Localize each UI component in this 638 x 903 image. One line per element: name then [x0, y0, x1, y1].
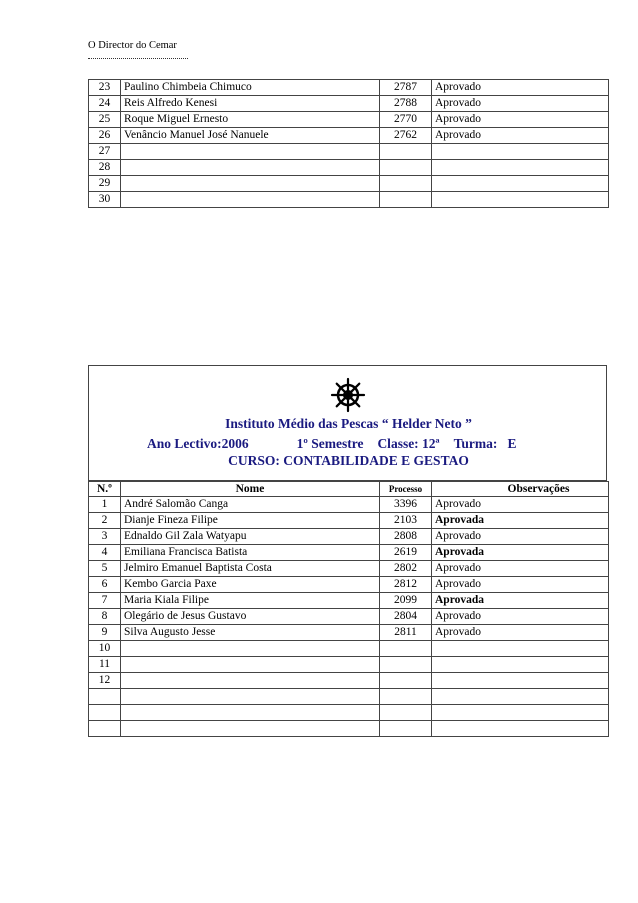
table-row — [89, 705, 609, 721]
processo-number — [380, 689, 432, 705]
row-number: 3 — [89, 529, 121, 545]
processo-number: 2103 — [380, 513, 432, 529]
processo-number: 2099 — [380, 593, 432, 609]
processo-number: 2788 — [380, 96, 432, 112]
student-name: Venâncio Manuel José Nanuele — [121, 128, 380, 144]
observation — [432, 673, 609, 689]
processo-number: 2762 — [380, 128, 432, 144]
table-row — [89, 80, 609, 96]
student-name — [121, 641, 380, 657]
observation: Aprovado — [432, 80, 609, 96]
row-number: 28 — [89, 160, 121, 176]
processo-number — [380, 641, 432, 657]
header-observacoes: Observações — [432, 482, 609, 497]
table-row — [89, 192, 609, 208]
student-name: Maria Kiala Filipe — [121, 593, 380, 609]
observation: Aprovado — [432, 128, 609, 144]
student-name: Olegário de Jesus Gustavo — [121, 609, 380, 625]
processo-number: 2787 — [380, 80, 432, 96]
table-row — [89, 689, 609, 705]
row-number: 12 — [89, 673, 121, 689]
observation: Aprovado — [432, 497, 609, 513]
student-name: Dianje Fineza Filipe — [121, 513, 380, 529]
table-row — [89, 112, 609, 128]
observation — [432, 144, 609, 160]
table-row — [89, 657, 609, 673]
table-row — [89, 144, 609, 160]
table-row — [89, 545, 609, 561]
processo-number: 2811 — [380, 625, 432, 641]
observation: Aprovada — [432, 593, 609, 609]
observation: Aprovado — [432, 625, 609, 641]
processo-number: 2802 — [380, 561, 432, 577]
ship-wheel-icon — [330, 377, 366, 413]
observation — [432, 689, 609, 705]
observation: Aprovado — [432, 609, 609, 625]
table-row — [89, 513, 609, 529]
table-row — [89, 529, 609, 545]
observation: Aprovado — [432, 577, 609, 593]
table-row — [89, 609, 609, 625]
processo-number — [380, 144, 432, 160]
turma: Turma: E — [453, 436, 517, 451]
observation — [432, 192, 609, 208]
academic-info-line — [147, 436, 517, 452]
row-number: 4 — [89, 545, 121, 561]
processo-number: 2812 — [380, 577, 432, 593]
school-header-box — [88, 365, 607, 481]
table-row — [89, 160, 609, 176]
processo-number — [380, 657, 432, 673]
student-name — [121, 160, 380, 176]
student-name: Paulino Chimbeia Chimuco — [121, 80, 380, 96]
row-number: 5 — [89, 561, 121, 577]
row-number: 27 — [89, 144, 121, 160]
observation — [432, 721, 609, 737]
table-row — [89, 561, 609, 577]
student-name — [121, 721, 380, 737]
row-number: 29 — [89, 176, 121, 192]
row-number: 2 — [89, 513, 121, 529]
student-name: André Salomão Canga — [121, 497, 380, 513]
processo-number — [380, 192, 432, 208]
row-number — [89, 689, 121, 705]
student-name — [121, 673, 380, 689]
processo-number — [380, 673, 432, 689]
processo-number — [380, 721, 432, 737]
student-name — [121, 176, 380, 192]
table-row — [89, 625, 609, 641]
student-name — [121, 144, 380, 160]
processo-number: 2770 — [380, 112, 432, 128]
institute-name: Instituto Médio das Pescas “ Helder Neto ” — [225, 416, 472, 431]
table-header-row — [89, 482, 609, 497]
table-row — [89, 577, 609, 593]
processo-number: 2804 — [380, 609, 432, 625]
table-row — [89, 673, 609, 689]
student-name: Silva Augusto Jesse — [121, 625, 380, 641]
processo-number — [380, 176, 432, 192]
row-number: 25 — [89, 112, 121, 128]
student-name: Reis Alfredo Kenesi — [121, 96, 380, 112]
top-results-table — [88, 79, 609, 208]
observation — [432, 705, 609, 721]
observation — [432, 176, 609, 192]
table-row — [89, 593, 609, 609]
student-name — [121, 192, 380, 208]
row-number: 30 — [89, 192, 121, 208]
processo-number: 2808 — [380, 529, 432, 545]
student-name: Ednaldo Gil Zala Watyapu — [121, 529, 380, 545]
observation — [432, 160, 609, 176]
classe: Classe: 12ª — [377, 436, 440, 451]
student-name — [121, 689, 380, 705]
observation: Aprovado — [432, 112, 609, 128]
course-name: CURSO: CONTABILIDADE E GESTAO — [228, 453, 469, 468]
semestre: 1º Semestre — [296, 436, 364, 451]
student-name: Emiliana Francisca Batista — [121, 545, 380, 561]
student-name: Roque Miguel Ernesto — [121, 112, 380, 128]
observation: Aprovado — [432, 529, 609, 545]
student-name — [121, 705, 380, 721]
table-row — [89, 176, 609, 192]
processo-number — [380, 160, 432, 176]
observation: Aprovada — [432, 513, 609, 529]
header-number: N.º — [89, 482, 121, 497]
student-list-table — [88, 481, 609, 737]
row-number: 24 — [89, 96, 121, 112]
row-number: 23 — [89, 80, 121, 96]
header-name: Nome — [121, 482, 380, 497]
row-number: 26 — [89, 128, 121, 144]
row-number: 7 — [89, 593, 121, 609]
observation: Aprovado — [432, 96, 609, 112]
row-number: 11 — [89, 657, 121, 673]
row-number — [89, 705, 121, 721]
row-number: 6 — [89, 577, 121, 593]
signature-line — [88, 58, 188, 59]
observation — [432, 641, 609, 657]
row-number: 9 — [89, 625, 121, 641]
processo-number: 3396 — [380, 497, 432, 513]
observation: Aprovada — [432, 545, 609, 561]
student-name: Kembo Garcia Paxe — [121, 577, 380, 593]
row-number — [89, 721, 121, 737]
row-number: 1 — [89, 497, 121, 513]
table-row — [89, 641, 609, 657]
observation — [432, 657, 609, 673]
table-row — [89, 497, 609, 513]
row-number: 8 — [89, 609, 121, 625]
student-name — [121, 657, 380, 673]
table-row — [89, 721, 609, 737]
header-processo: Processo — [380, 482, 432, 497]
table-row — [89, 128, 609, 144]
table-row — [89, 96, 609, 112]
student-name: Jelmiro Emanuel Baptista Costa — [121, 561, 380, 577]
processo-number: 2619 — [380, 545, 432, 561]
observation: Aprovado — [432, 561, 609, 577]
director-signature-label: O Director do Cemar — [88, 40, 177, 51]
row-number: 10 — [89, 641, 121, 657]
ano-lectivo: Ano Lectivo:2006 — [147, 436, 249, 451]
processo-number — [380, 705, 432, 721]
